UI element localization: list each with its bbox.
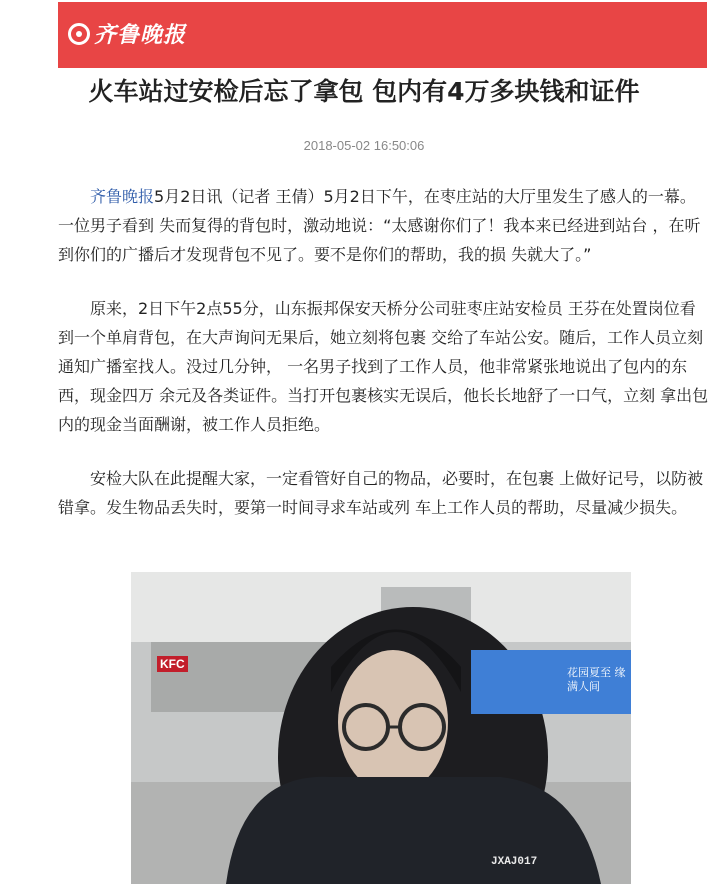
logo-text: 齐鲁晚报 [94, 22, 187, 48]
header-banner [58, 2, 707, 68]
billboard-text: 花园夏至 缘满人间 [567, 666, 626, 693]
photo-illustration [131, 572, 631, 884]
source-link[interactable]: 齐鲁晚报 [90, 187, 155, 206]
paragraph-1-text: 5月2日讯（记者 王倩）5月2日下午，在枣庄站的大厅里发生了感人的一幕。一位男子看到 失而复得的背包时，激动地说：“太感谢你们了！我本来已经进到站台 ，在听到你们的广播后才发现背包不见了。要不是你们的帮助，我的损 失就大了。” [58, 187, 701, 264]
background-billboard [471, 650, 631, 714]
article-title: 火车站过安检后忘了拿包 包内有4万多块钱和证件 [88, 77, 640, 106]
paragraph-1 [58, 182, 710, 269]
paragraph-2: 原来，2日下午2点55分，山东振邦保安天桥分公司驻枣庄站安检员 王芬在处置岗位看到一个单肩背包，在大声询问无果后，她立刻将包裹 交给了车站公安。随后，工作人员立刻通知广播室找人。没过几分钟， 一名男子找到了工作人员，他非常紧张地说出了包内的东西，现金四万 余元及各类证件。当打开包裹核实无误后，他长长地舒了一口气，立刻 拿出包内的现金当面酬谢，被工作人员拒绝。 [58, 299, 709, 434]
article-body [58, 182, 710, 547]
article-date: 2018-05-02 16:50:06 [303, 138, 425, 153]
kfc-sign: KFC [157, 656, 188, 672]
logo-icon [68, 23, 90, 45]
paragraph-3: 安检大队在此提醒大家，一定看管好自己的物品，必要时，在包裹 上做好记号，以防被错拿。发生物品丢失时，要第一时间寻求车站或列 车上工作人员的帮助，尽量减少损失。 [58, 469, 704, 517]
uniform-badge: JXAJ017 [491, 856, 538, 868]
article-photo [131, 572, 631, 884]
site-logo[interactable] [68, 18, 186, 49]
